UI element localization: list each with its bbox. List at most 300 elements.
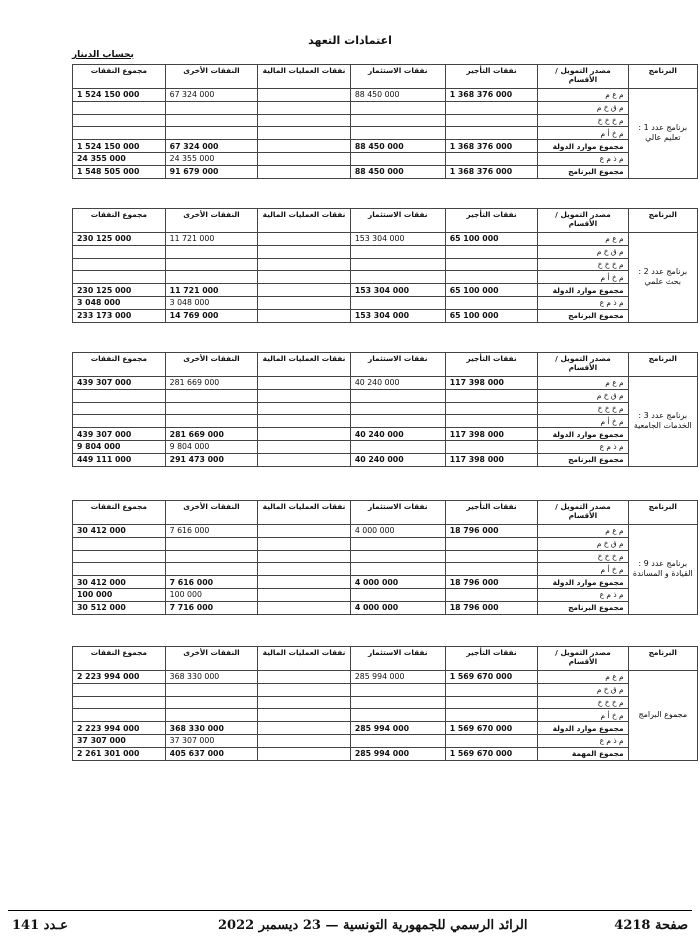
amount-cell: 65 100 000 [445,284,538,297]
amount-cell [445,683,538,696]
amount-cell: 65 100 000 [445,233,538,246]
column-header: نفقات الاستثمار [350,501,445,525]
funding-source: م خ أ م [538,709,628,722]
amount-cell [445,127,538,140]
funding-source: م ق خ م [538,245,628,258]
amount-cell: 4 000 000 [350,601,445,614]
amount-cell [165,114,258,127]
amount-cell: 1 548 505 000 [73,165,166,178]
column-header: البرنامج [628,65,697,89]
amount-cell [350,537,445,550]
column-header: نفقات الاستثمار [350,647,445,671]
amount-cell [165,402,258,415]
amount-cell: 233 173 000 [73,309,166,322]
table-row [73,415,698,428]
amount-cell: 11 721 000 [165,233,258,246]
amount-cell [350,101,445,114]
footer-page-number: صفحة 4218 [614,918,688,933]
table-header-row [73,501,698,525]
amount-cell [445,296,538,309]
funding-source: م ذ م ع [538,734,628,747]
amount-cell: 14 769 000 [165,309,258,322]
column-header: نفقات التأجير [445,353,538,377]
amount-cell [258,101,351,114]
program-name: برنامج عدد 2 : بحث علمي [628,233,697,323]
funding-source: م خ خ خ [538,258,628,271]
amount-cell: 1 368 376 000 [445,140,538,153]
amount-cell: 368 330 000 [165,671,258,684]
column-header: نفقات العمليات المالية [258,209,351,233]
amount-cell: 88 450 000 [350,89,445,102]
amount-cell: 291 473 000 [165,453,258,466]
amount-cell [258,696,351,709]
amount-cell: 230 125 000 [73,284,166,297]
table-row [73,152,698,165]
table-row [73,588,698,601]
amount-cell [445,258,538,271]
amount-cell: 100 000 [165,588,258,601]
funding-source: مجموع موارد الدولة [538,140,628,153]
budget-table [72,352,698,467]
amount-cell [258,271,351,284]
amount-cell [258,233,351,246]
footer-gazette: الرائد الرسمي للجمهورية التونسية — 23 ديسمبر 2022 [218,918,528,933]
funding-source: م خ خ خ [538,402,628,415]
amount-cell: 18 796 000 [445,601,538,614]
amount-cell: 153 304 000 [350,284,445,297]
amount-cell [258,453,351,466]
column-header: مجموع النفقات [73,501,166,525]
funding-source: مجموع موارد الدولة [538,576,628,589]
amount-cell [165,550,258,563]
amount-cell [258,440,351,453]
amount-cell: 2 223 994 000 [73,722,166,735]
table-row [73,89,698,102]
amount-cell: 37 307 000 [73,734,166,747]
amount-cell: 368 330 000 [165,722,258,735]
amount-cell: 2 223 994 000 [73,671,166,684]
amount-cell [258,127,351,140]
amount-cell: 67 324 000 [165,89,258,102]
amount-cell [445,696,538,709]
amount-cell [165,563,258,576]
table-row [73,245,698,258]
column-header: مصدر التمويل / الأقسام [538,647,628,671]
amount-cell [258,428,351,441]
column-header: البرنامج [628,647,697,671]
amount-cell [350,402,445,415]
amount-cell [258,309,351,322]
amount-cell [165,101,258,114]
column-header: نفقات الاستثمار [350,353,445,377]
table-header-row [73,647,698,671]
amount-cell: 281 669 000 [165,428,258,441]
amount-cell [350,114,445,127]
column-header: البرنامج [628,353,697,377]
budget-table [72,208,698,323]
amount-cell [258,722,351,735]
amount-cell: 1 368 376 000 [445,165,538,178]
amount-cell: 117 398 000 [445,377,538,390]
funding-source: م خ أ م [538,271,628,284]
amount-cell [258,537,351,550]
amount-cell [445,734,538,747]
funding-source: م ق خ م [538,389,628,402]
amount-cell [73,402,166,415]
amount-cell [445,563,538,576]
column-header: مجموع النفقات [73,647,166,671]
amount-cell [258,245,351,258]
amount-cell [445,537,538,550]
amount-cell: 24 355 000 [73,152,166,165]
column-header: نفقات العمليات المالية [258,353,351,377]
amount-cell: 11 721 000 [165,284,258,297]
amount-cell: 9 804 000 [165,440,258,453]
amount-cell: 100 000 [73,588,166,601]
amount-cell: 285 994 000 [350,747,445,760]
table-row [73,683,698,696]
amount-cell: 1 569 670 000 [445,671,538,684]
amount-cell [73,258,166,271]
table-row [73,165,698,178]
table-row [73,734,698,747]
amount-cell [73,550,166,563]
table-row [73,114,698,127]
amount-cell: 40 240 000 [350,428,445,441]
amount-cell [350,127,445,140]
table-row [73,601,698,614]
funding-source: مجموع البرنامج [538,165,628,178]
amount-cell: 153 304 000 [350,309,445,322]
amount-cell [73,563,166,576]
amount-cell [165,537,258,550]
amount-cell: 285 994 000 [350,671,445,684]
column-header: مصدر التمويل / الأقسام [538,65,628,89]
amount-cell [165,127,258,140]
amount-cell [445,415,538,428]
table-row [73,389,698,402]
amount-cell: 40 240 000 [350,377,445,390]
amount-cell [258,389,351,402]
amount-cell [258,415,351,428]
funding-source: م خ خ خ [538,550,628,563]
table-row [73,563,698,576]
amount-cell: 153 304 000 [350,233,445,246]
column-header: نفقات التأجير [445,647,538,671]
budget-table [72,64,698,179]
budget-table [72,500,698,615]
table-header-row [73,65,698,89]
funding-source: مجموع البرنامج [538,453,628,466]
table-row [73,296,698,309]
amount-cell [258,114,351,127]
funding-source: م خ أ م [538,563,628,576]
table-row [73,747,698,760]
amount-cell: 18 796 000 [445,525,538,538]
amount-cell: 449 111 000 [73,453,166,466]
amount-cell [258,734,351,747]
amount-cell: 117 398 000 [445,428,538,441]
program-name: برنامج عدد 1 : تعليم عالي [628,89,697,179]
amount-cell [165,683,258,696]
table-row [73,453,698,466]
funding-source: م ع م [538,233,628,246]
amount-cell [258,377,351,390]
amount-cell [73,127,166,140]
amount-cell [165,245,258,258]
amount-cell: 1 524 150 000 [73,89,166,102]
amount-cell [258,671,351,684]
amount-cell: 405 637 000 [165,747,258,760]
amount-cell [350,734,445,747]
amount-cell [258,258,351,271]
amount-cell [258,563,351,576]
amount-cell [258,747,351,760]
amount-cell [350,389,445,402]
funding-source: م ع م [538,525,628,538]
amount-cell: 2 261 301 000 [73,747,166,760]
table-row [73,709,698,722]
unit-label: بحساب الدينار [72,50,134,60]
amount-cell [350,709,445,722]
amount-cell [445,271,538,284]
amount-cell [73,101,166,114]
column-header: مجموع النفقات [73,65,166,89]
amount-cell [73,696,166,709]
amount-cell [350,415,445,428]
table-row [73,140,698,153]
amount-cell: 91 679 000 [165,165,258,178]
amount-cell: 1 524 150 000 [73,140,166,153]
amount-cell: 88 450 000 [350,140,445,153]
funding-source: م خ أ م [538,415,628,428]
amount-cell [445,114,538,127]
amount-cell [73,271,166,284]
amount-cell [73,683,166,696]
amount-cell [258,709,351,722]
amount-cell [258,402,351,415]
column-header: مجموع النفقات [73,209,166,233]
budget-table [72,646,698,761]
footer-issue: عـدد 141 [12,918,68,933]
amount-cell [73,537,166,550]
funding-source: م خ خ خ [538,696,628,709]
amount-cell: 9 804 000 [73,440,166,453]
funding-source: مجموع البرنامج [538,309,628,322]
funding-source: مجموع موارد الدولة [538,428,628,441]
amount-cell [350,588,445,601]
amount-cell [350,440,445,453]
table-row [73,127,698,140]
amount-cell [73,415,166,428]
column-header: البرنامج [628,501,697,525]
amount-cell [258,601,351,614]
amount-cell: 40 240 000 [350,453,445,466]
funding-source: م ع م [538,377,628,390]
amount-cell [445,389,538,402]
funding-source: م ق خ م [538,101,628,114]
funding-source: م ق خ م [538,683,628,696]
amount-cell [445,440,538,453]
column-header: مصدر التمويل / الأقسام [538,501,628,525]
amount-cell [165,389,258,402]
amount-cell [350,245,445,258]
column-header: مصدر التمويل / الأقسام [538,209,628,233]
table-header-row [73,353,698,377]
amount-cell: 30 512 000 [73,601,166,614]
table-row [73,377,698,390]
column-header: نفقات التأجير [445,65,538,89]
amount-cell [445,588,538,601]
amount-cell: 4 000 000 [350,576,445,589]
amount-cell: 18 796 000 [445,576,538,589]
table-row [73,402,698,415]
funding-source: م ذ م ع [538,296,628,309]
amount-cell: 7 716 000 [165,601,258,614]
column-header: نفقات التأجير [445,209,538,233]
amount-cell [445,402,538,415]
amount-cell [165,696,258,709]
table-row [73,258,698,271]
table-row [73,671,698,684]
amount-cell [165,271,258,284]
amount-cell [258,296,351,309]
table-row [73,440,698,453]
page-footer [8,918,692,938]
amount-cell [350,683,445,696]
amount-cell [350,152,445,165]
funding-source: م ع م [538,89,628,102]
table-row [73,428,698,441]
program-name: برنامج عدد 9 : القيادة و المساندة [628,525,697,615]
amount-cell [350,271,445,284]
column-header: النفقات الأخرى [165,353,258,377]
page-title: اعتمادات التعهد [308,34,392,47]
amount-cell [258,588,351,601]
column-header: النفقات الأخرى [165,209,258,233]
amount-cell [445,550,538,563]
table-row [73,525,698,538]
amount-cell [258,89,351,102]
amount-cell [445,709,538,722]
table-row [73,271,698,284]
amount-cell [445,101,538,114]
amount-cell: 30 412 000 [73,525,166,538]
column-header: نفقات العمليات المالية [258,65,351,89]
amount-cell [165,709,258,722]
amount-cell [445,152,538,165]
amount-cell [258,140,351,153]
amount-cell [258,683,351,696]
amount-cell [165,258,258,271]
program-name: مجموع البرامج [628,671,697,761]
amount-cell: 88 450 000 [350,165,445,178]
funding-source: م ق خ م [538,537,628,550]
table-row [73,696,698,709]
amount-cell: 3 048 000 [165,296,258,309]
amount-cell [350,696,445,709]
funding-source: م ذ م ع [538,440,628,453]
column-header: نفقات العمليات المالية [258,501,351,525]
amount-cell [258,165,351,178]
amount-cell: 1 368 376 000 [445,89,538,102]
amount-cell [73,709,166,722]
amount-cell: 65 100 000 [445,309,538,322]
amount-cell: 117 398 000 [445,453,538,466]
funding-source: مجموع البرنامج [538,601,628,614]
amount-cell: 1 569 670 000 [445,722,538,735]
amount-cell: 7 616 000 [165,576,258,589]
amount-cell [445,245,538,258]
amount-cell [350,550,445,563]
funding-source: م ذ م ع [538,588,628,601]
column-header: النفقات الأخرى [165,65,258,89]
amount-cell: 1 569 670 000 [445,747,538,760]
funding-source: مجموع المهمة [538,747,628,760]
column-header: نفقات الاستثمار [350,65,445,89]
funding-source: م ذ م ع [538,152,628,165]
table-row [73,550,698,563]
column-header: مجموع النفقات [73,353,166,377]
amount-cell [165,415,258,428]
amount-cell: 37 307 000 [165,734,258,747]
table-row [73,233,698,246]
column-header: مصدر التمويل / الأقسام [538,353,628,377]
table-row [73,284,698,297]
funding-source: م ع م [538,671,628,684]
table-row [73,101,698,114]
amount-cell: 7 616 000 [165,525,258,538]
amount-cell: 439 307 000 [73,377,166,390]
funding-source: مجموع موارد الدولة [538,284,628,297]
column-header: نفقات الاستثمار [350,209,445,233]
amount-cell: 281 669 000 [165,377,258,390]
amount-cell [350,563,445,576]
amount-cell: 285 994 000 [350,722,445,735]
amount-cell [258,152,351,165]
column-header: النفقات الأخرى [165,647,258,671]
column-header: البرنامج [628,209,697,233]
amount-cell: 3 048 000 [73,296,166,309]
amount-cell: 230 125 000 [73,233,166,246]
table-row [73,309,698,322]
table-header-row [73,209,698,233]
amount-cell [73,245,166,258]
funding-source: مجموع موارد الدولة [538,722,628,735]
table-row [73,576,698,589]
funding-source: م خ أ م [538,127,628,140]
amount-cell [258,284,351,297]
amount-cell: 439 307 000 [73,428,166,441]
column-header: نفقات التأجير [445,501,538,525]
amount-cell [73,389,166,402]
amount-cell [73,114,166,127]
amount-cell [350,296,445,309]
table-row [73,537,698,550]
amount-cell [258,576,351,589]
amount-cell [350,258,445,271]
amount-cell [258,550,351,563]
table-row [73,722,698,735]
amount-cell: 24 355 000 [165,152,258,165]
column-header: نفقات العمليات المالية [258,647,351,671]
amount-cell [258,525,351,538]
footer-divider [8,910,692,911]
column-header: النفقات الأخرى [165,501,258,525]
program-name: برنامج عدد 3 : الخدمات الجامعية [628,377,697,467]
amount-cell: 30 412 000 [73,576,166,589]
funding-source: م خ خ خ [538,114,628,127]
